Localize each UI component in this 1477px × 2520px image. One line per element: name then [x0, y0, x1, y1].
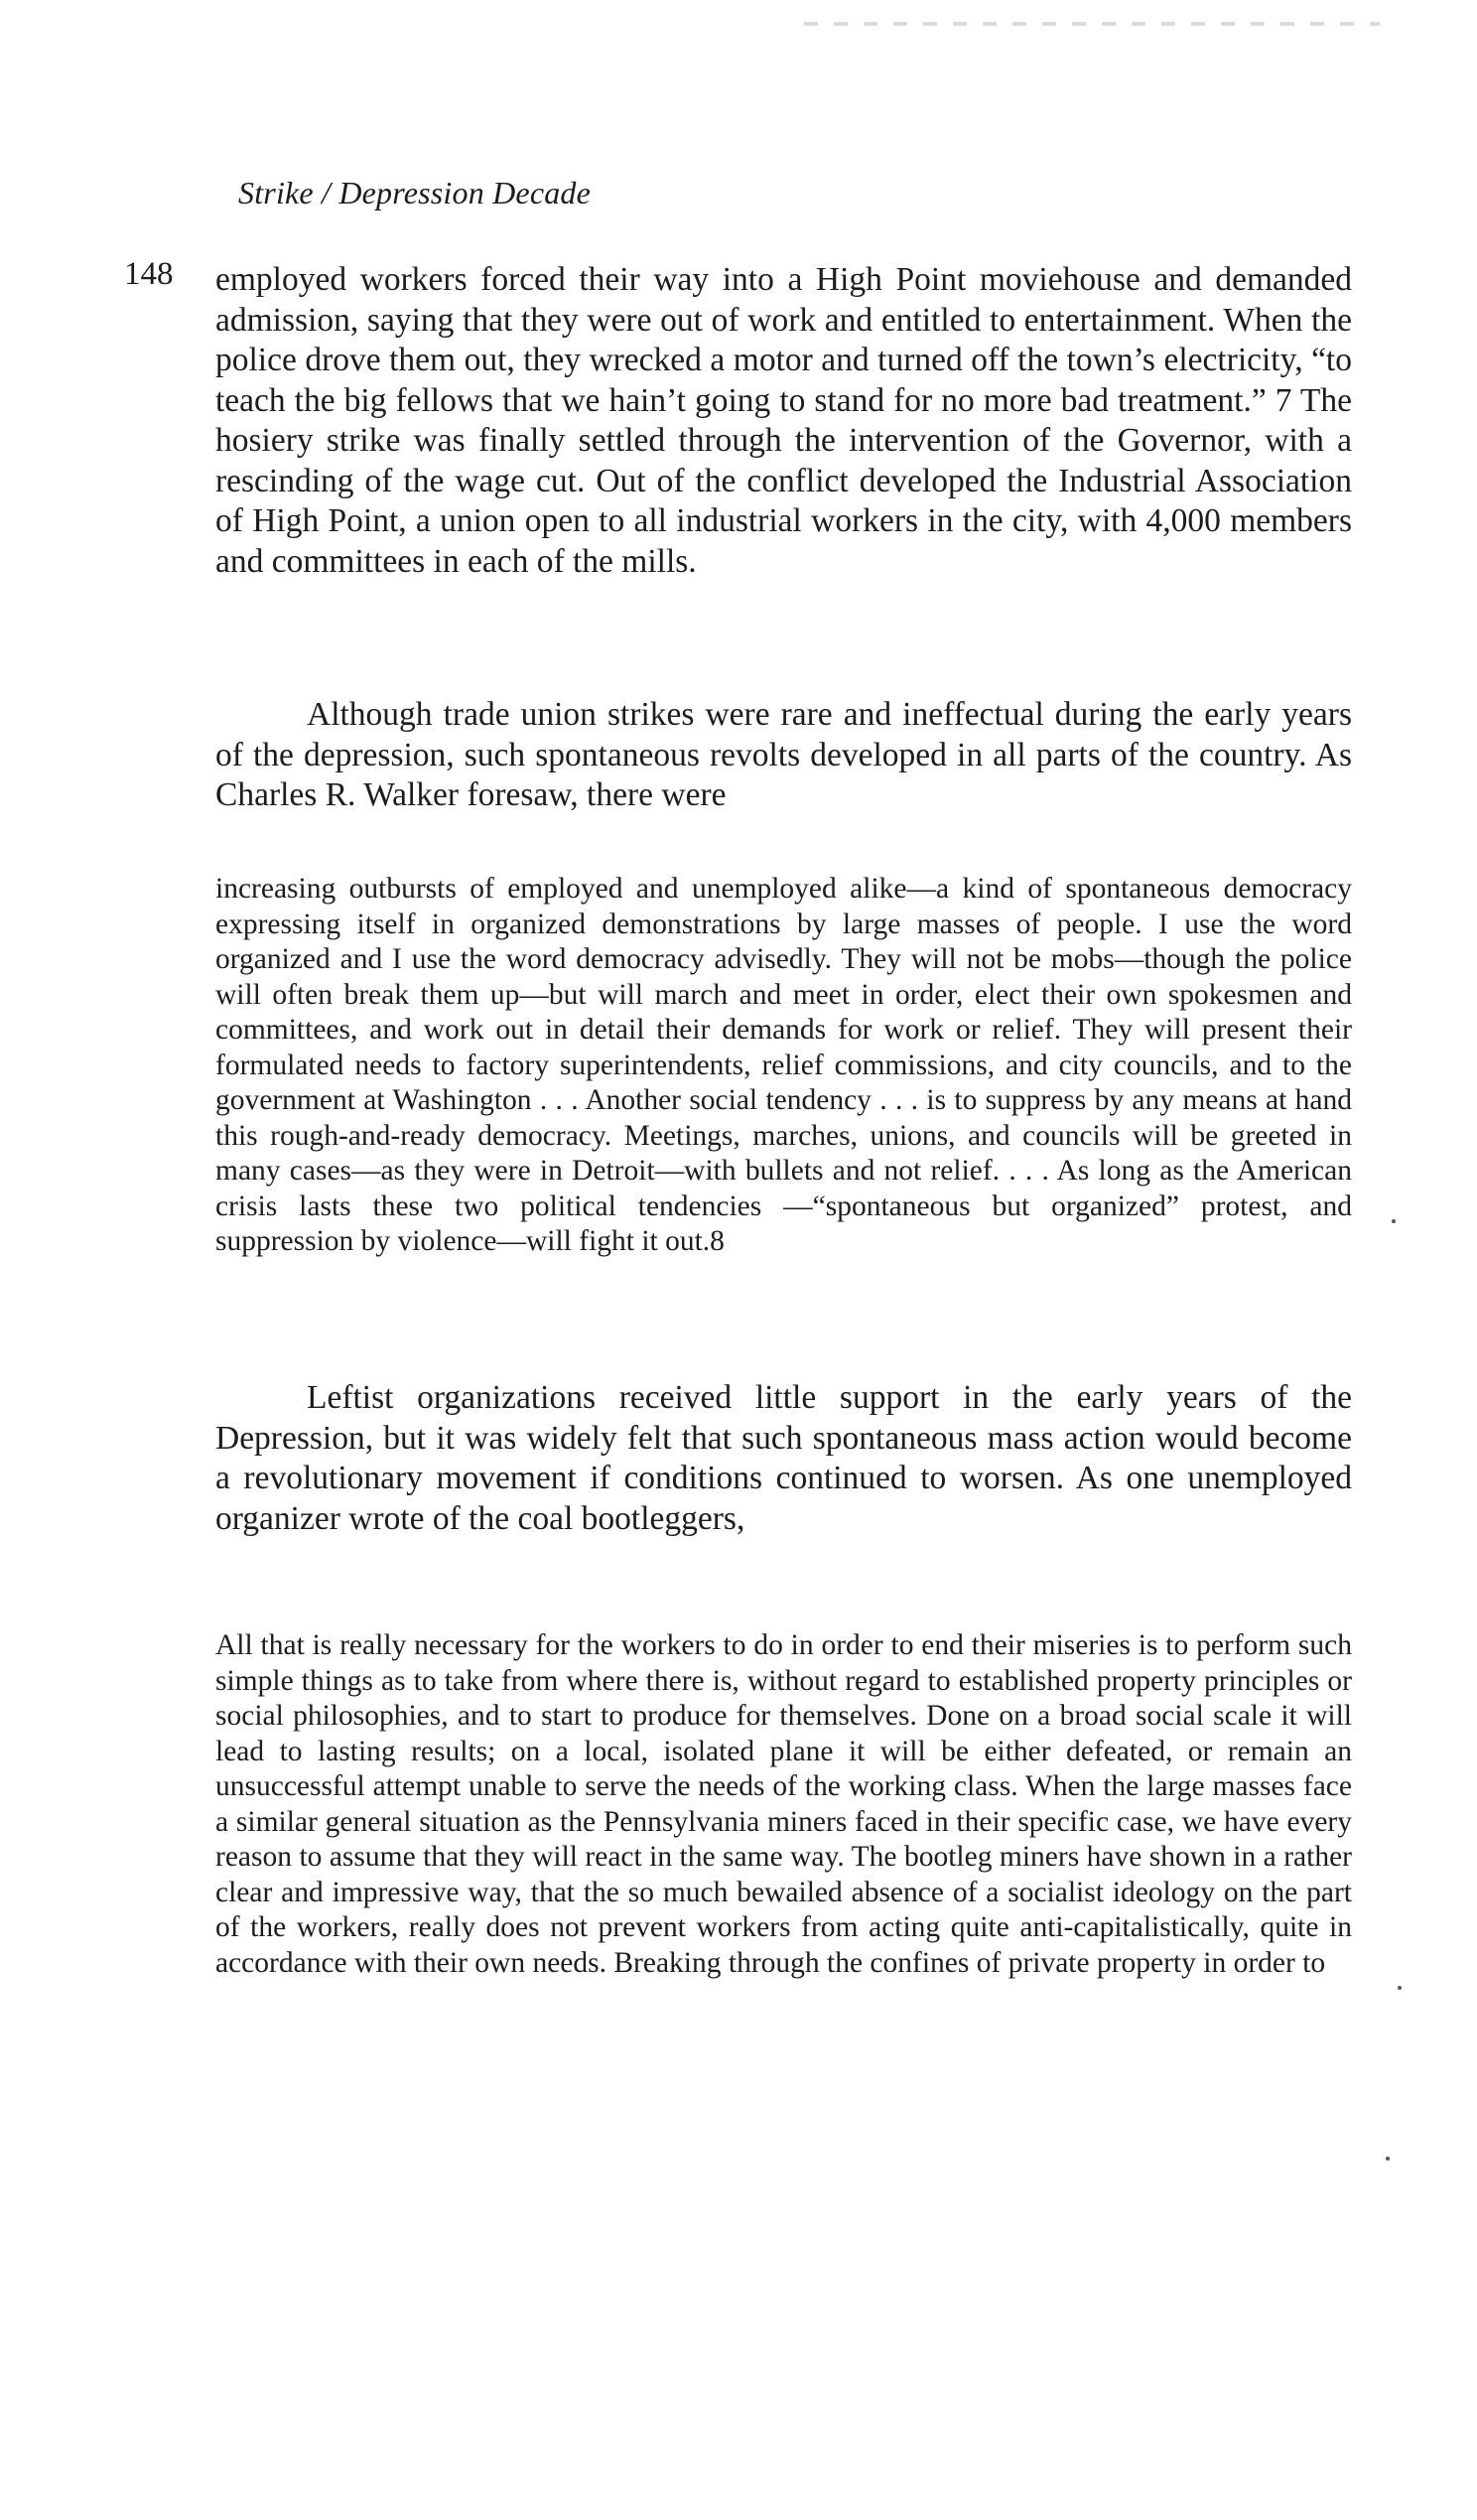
paragraph-leftist-organizations: Leftist organizations received little support in the early years of the Depression, but it was widely felt that such spontaneous mass action would become a revolutionary movement if conditions continued to worsen. As one unemployed organizer wrote of the coal bootleggers, [215, 1379, 1352, 1537]
paragraph-spontaneous-revolts: Although trade union strikes were rare and ineffectual during the early years of the depression, such spontaneous revolts developed in all parts of the country. As Charles R. Walker foresaw, there were [215, 696, 1352, 813]
scan-speck [1392, 1219, 1396, 1223]
page-number: 148 [124, 256, 174, 292]
scan-speck [1386, 2157, 1390, 2161]
scan-artifact-line [804, 22, 1380, 26]
block-quote-bootleggers: All that is really necessary for the workers to do in order to end their miseries is to perform such simple things as to take from where there is, without regard to established property principles or social philosophies, and to start to produce for themselves. Done on a broad social scale it will lead to lasting results; on a local, isolated plane it will be either defeated, or remain an unsuccessful attempt unable to serve the needs of the working class. When the large masses face a similar general situation as the Pennsylvania miners faced in their specific case, we have every reason to assume that they will react in the same way. The bootleg miners have shown in a rather clear and impressive way, that the so much bewailed absence of a socialist ideology on the part of the workers, really does not prevent workers from acting quite anti-capitalistically, quite in accordance with their own needs. Breaking through the confines of private property in order to [215, 1629, 1352, 1979]
scan-speck [1398, 1986, 1402, 1990]
paragraph-high-point-strike: employed workers forced their way into a High Point moviehouse and demanded admission, saying that they were out of work and entitled to entertainment. When the police drove them out, they wrecked a motor and turned off the town’s electricity, “to teach the big fellows that we hain’t going to stand for no more bad treatment.” 7 The hosiery strike was finally settled through the intervention of the Governor, with a rescinding of the wage cut. Out of the conflict developed the Industrial Association of High Point, a union open to all industrial workers in the city, with 4,000 members and committees in each of the mills. [215, 261, 1352, 580]
running-head: Strike / Depression Decade [238, 175, 592, 210]
block-quote-walker: increasing outbursts of employed and unemployed alike—a kind of spontaneous democracy expressing itself in organized demonstrations by large masses of people. I use the word organized and I use the word democracy advisedly. They will not be mobs—though the police will often break them up—but will march and meet in order, elect their own spokesmen and committees, and work out in detail their demands for work or relief. They will present their formulated needs to factory superintendents, relief commissions, and city councils, and to the government at Washington . . . Another social tendency . . . is to suppress by any means at hand this rough-and-ready democracy. Meetings, marches, unions, and councils will be greeted in many cases—as they were in Detroit—with bullets and not relief. . . . As long as the American crisis lasts these two political tendencies —“spontaneous but organized” protest, and suppression by violence—will fight it out.8 [215, 873, 1352, 1257]
